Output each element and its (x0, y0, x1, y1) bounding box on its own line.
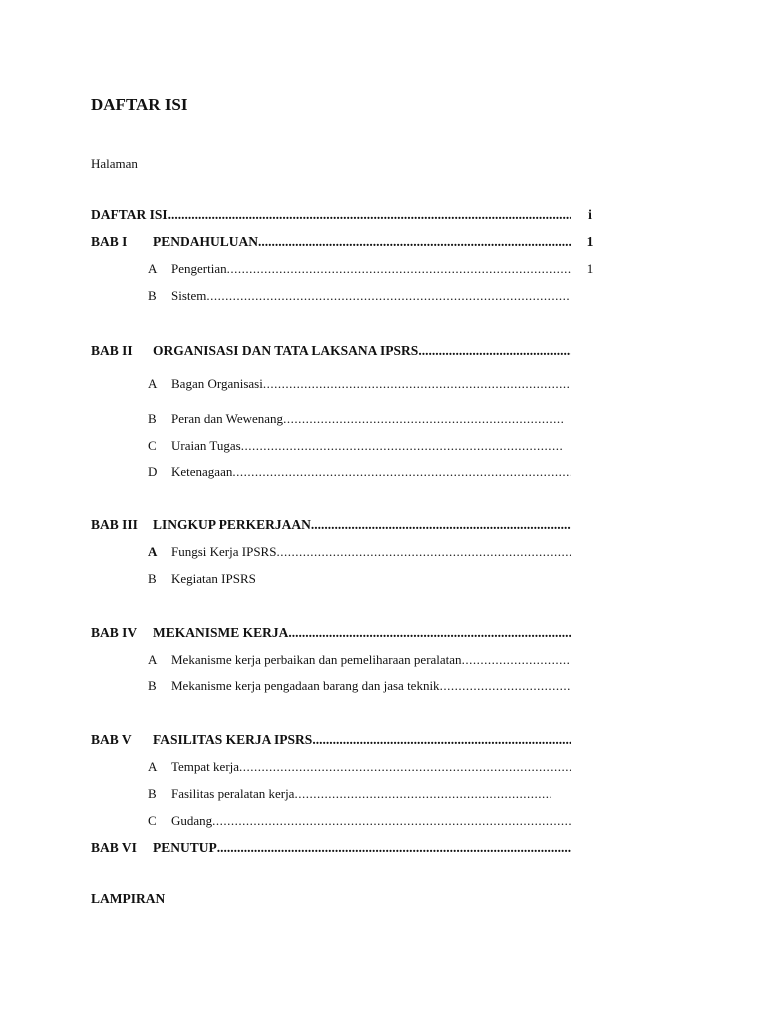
toc-item-label: Sistem (171, 288, 207, 303)
toc-item-letter: A (148, 652, 158, 667)
toc-item-uraian-tugas[interactable] (171, 438, 563, 456)
toc-item-ketenagaan[interactable] (171, 464, 571, 482)
toc-item-kegiatan[interactable]: Kegiatan IPSRS (171, 571, 256, 586)
toc-item-label: Bagan Organisasi (171, 376, 263, 391)
toc-item-label: Fungsi Kerja IPSRS (171, 544, 277, 559)
toc-item-gudang[interactable] (171, 813, 571, 831)
toc-page-number: 1 (586, 234, 594, 249)
toc-chapter-bab-5[interactable] (153, 732, 571, 750)
toc-item-letter: D (148, 464, 158, 479)
toc-chapter-number: BAB VI (91, 840, 137, 855)
dot-leader (239, 759, 571, 775)
toc-item-letter: B (148, 786, 157, 801)
toc-chapter-number: BAB III (91, 517, 138, 532)
toc-item-tempat-kerja[interactable] (171, 759, 571, 777)
toc-item-letter: A (148, 261, 158, 276)
dot-leader (217, 840, 571, 856)
toc-chapter-title: ORGANISASI DAN TATA LAKSANA IPSRS (153, 343, 419, 358)
toc-item-letter: A (148, 376, 158, 391)
toc-chapter-bab-4[interactable] (153, 625, 571, 643)
toc-item-letter: C (148, 813, 157, 828)
toc-item-bagan-organisasi[interactable] (171, 376, 571, 394)
toc-item-label: Peran dan Wewenang (171, 411, 284, 426)
dot-leader (418, 343, 571, 359)
dot-leader (168, 207, 571, 223)
toc-chapter-number: BAB II (91, 343, 133, 358)
toc-item-sistem[interactable] (171, 288, 571, 306)
toc-chapter-bab-2[interactable] (153, 343, 571, 361)
toc-entry-label: DAFTAR ISI (91, 207, 168, 222)
toc-item-label: Mekanisme kerja pengadaan barang dan jasa teknik (171, 678, 440, 693)
dot-leader (212, 813, 571, 829)
toc-item-letter: B (148, 571, 157, 586)
dot-leader (283, 411, 565, 427)
toc-chapter-number: BAB IV (91, 625, 138, 640)
toc-item-letter: B (148, 288, 157, 303)
dot-leader (288, 625, 571, 641)
toc-page-number: 1 (586, 261, 594, 276)
toc-chapter-title: MEKANISME KERJA (153, 625, 289, 640)
dot-leader (227, 261, 571, 277)
toc-item-label: Mekanisme kerja perbaikan dan pemeliharaan peralatan (171, 652, 462, 667)
halaman-label: Halaman (91, 156, 138, 171)
toc-chapter-bab-6[interactable] (153, 840, 571, 858)
toc-item-peran-dan-wewenang[interactable] (171, 411, 565, 429)
dot-leader (241, 438, 563, 454)
toc-chapter-title: PENUTUP (153, 840, 217, 855)
toc-page-number: i (588, 207, 592, 222)
dot-leader (206, 288, 571, 304)
toc-entry-lampiran[interactable]: LAMPIRAN (91, 891, 166, 906)
toc-item-label: Fasilitas peralatan kerja (171, 786, 295, 801)
toc-item-letter: B (148, 411, 157, 426)
toc-item-pengertian[interactable] (171, 261, 571, 279)
toc-chapter-number: BAB I (91, 234, 128, 249)
toc-chapter-title: FASILITAS KERJA IPSRS (153, 732, 313, 747)
toc-item-letter: A (148, 759, 158, 774)
dot-leader (440, 678, 571, 694)
toc-item-fasilitas-peralatan[interactable] (171, 786, 551, 804)
toc-item-label: Tempat kerja (171, 759, 240, 774)
toc-chapter-bab-3[interactable] (153, 517, 571, 535)
toc-chapter-title: PENDAHULUAN (153, 234, 259, 249)
dot-leader (294, 786, 551, 802)
toc-item-letter: B (148, 678, 157, 693)
toc-item-fungsi-kerja[interactable] (171, 544, 571, 562)
dot-leader (263, 376, 571, 392)
toc-item-letter: C (148, 438, 157, 453)
document-title: DAFTAR ISI (91, 95, 188, 114)
toc-entry-daftar-isi[interactable] (91, 207, 571, 225)
toc-item-letter: A (148, 544, 158, 559)
toc-chapter-number: BAB V (91, 732, 132, 747)
dot-leader (258, 234, 571, 250)
toc-chapter-title: LINGKUP PERKERJAAN (153, 517, 311, 532)
dot-leader (312, 732, 571, 748)
toc-item-mekanisme-pengadaan[interactable] (171, 678, 571, 696)
toc-item-label: Gudang (171, 813, 213, 828)
dot-leader (311, 517, 571, 533)
dot-leader (462, 652, 571, 668)
toc-item-label: Ketenagaan (171, 464, 233, 479)
toc-item-label: Pengertian (171, 261, 227, 276)
dot-leader (276, 544, 571, 560)
toc-item-mekanisme-perbaikan[interactable] (171, 652, 571, 670)
toc-chapter-bab-1[interactable] (153, 234, 571, 252)
dot-leader (232, 464, 571, 480)
toc-item-label: Uraian Tugas (171, 438, 241, 453)
